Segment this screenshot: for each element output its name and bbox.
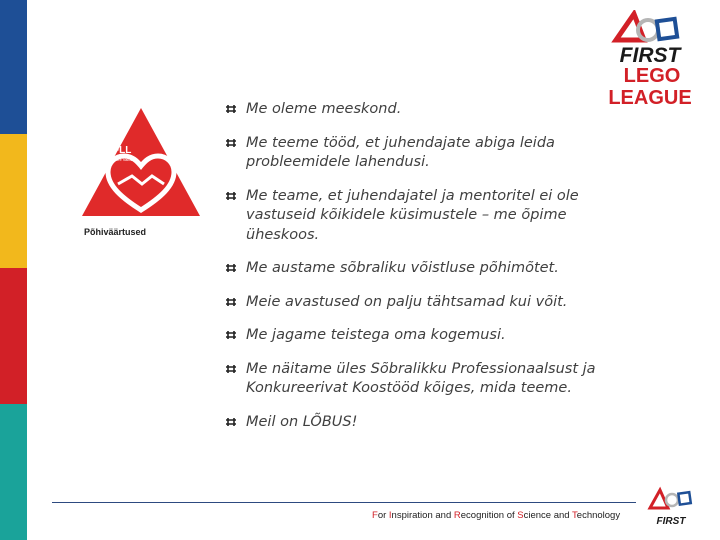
- bullet-text: Me oleme meeskond.: [246, 101, 402, 117]
- logo-league-text: LEAGUE: [608, 87, 692, 109]
- bullet-icon: [226, 330, 236, 340]
- bullet-icon: [226, 191, 236, 201]
- list-item: [226, 326, 606, 346]
- tagline-part: S: [517, 510, 524, 521]
- tagline-part: ecognition of: [460, 510, 518, 521]
- first-small-logo: [646, 484, 696, 528]
- small-logo-text: FIRST: [656, 516, 686, 527]
- bullet-text: Meil on LÕBUS!: [246, 413, 358, 430]
- bullet-icon: [226, 364, 236, 374]
- tagline-part: nspiration and: [391, 510, 454, 521]
- bullet-icon: [226, 263, 236, 273]
- tagline-part: R: [453, 510, 461, 521]
- list-item: [226, 413, 606, 433]
- tagline-part: F: [372, 510, 378, 521]
- side-stripe-blue: [0, 0, 27, 134]
- tagline-part: T: [572, 510, 577, 521]
- bullet-icon: [226, 138, 236, 148]
- footer-tagline: [372, 510, 620, 521]
- core-values-list: [226, 100, 606, 432]
- bullet-text: Me teame, et juhendajatel ja mentoritel ei ole vastuseid kõikidele küsimustele – me õpime üheskoos.: [246, 187, 579, 243]
- first-lego-league-logo: [608, 10, 692, 110]
- tagline-part: cience and: [523, 510, 573, 521]
- list-item: [226, 360, 606, 399]
- badge-caption: Põhiväärtused: [84, 227, 147, 237]
- bullet-text: Me teeme tööd, et juhendajate abiga leida probleemidele lahendusi.: [246, 134, 555, 170]
- bullet-text: Me näitame üles Sõbralikku Professionaalsust ja Konkureerivat Koostööd kõiges, mida teeme.: [246, 360, 596, 396]
- bullet-text: Meie avastused on palju tähtsamad kui võit.: [246, 293, 568, 310]
- list-item: [226, 293, 606, 313]
- tagline-part: I: [388, 510, 392, 521]
- badge-fll-text: FLL: [113, 145, 132, 156]
- badge-small-text: Core Values: [113, 157, 135, 162]
- logo-first-text: FIRST: [619, 44, 681, 67]
- side-stripe-teal: [0, 404, 27, 540]
- bullet-icon: [226, 417, 236, 427]
- tagline-part: or: [377, 510, 389, 521]
- side-stripe-yellow: [0, 134, 27, 268]
- bullet-icon: [226, 104, 236, 114]
- bullet-text: Me jagame teistega oma kogemusi.: [246, 327, 506, 343]
- list-item: [226, 259, 606, 279]
- tagline-part: echnology: [576, 510, 621, 521]
- core-values-badge: [80, 106, 202, 238]
- list-item: [226, 134, 606, 173]
- bullet-text: Me austame sõbraliku võistluse põhimõtet.: [246, 260, 559, 276]
- list-item: [226, 100, 606, 120]
- footer-divider: [52, 502, 636, 503]
- logo-lego-text: LEGO: [623, 65, 681, 87]
- bullet-icon: [226, 297, 236, 307]
- list-item: [226, 187, 606, 246]
- side-stripe-red: [0, 268, 27, 404]
